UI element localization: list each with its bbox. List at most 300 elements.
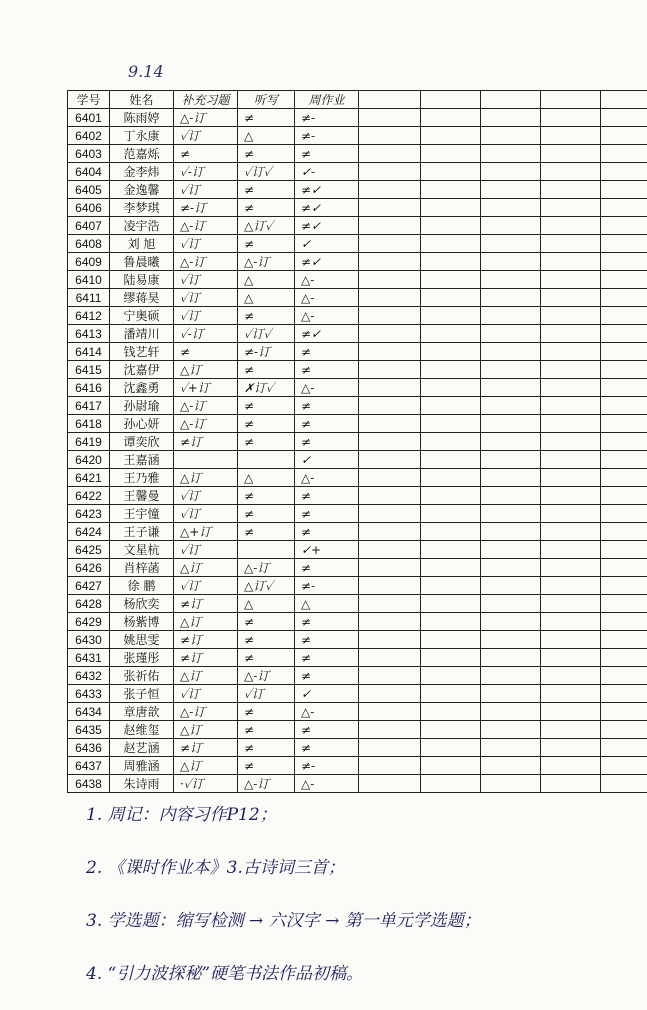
table-row xyxy=(68,361,647,379)
student-id: 6430 xyxy=(68,631,110,649)
student-name: 周雅涵 xyxy=(110,757,174,775)
blank-cell xyxy=(541,649,601,667)
mark-hw2: ≠ xyxy=(238,631,295,649)
mark-hw1: ≠订 xyxy=(174,595,238,613)
blank-cell xyxy=(359,127,421,145)
student-name: 范嘉烁 xyxy=(110,145,174,163)
table-row xyxy=(68,631,647,649)
mark-hw3: ≠ xyxy=(295,613,359,631)
blank-cell xyxy=(359,595,421,613)
blank-cell xyxy=(421,325,481,343)
student-id: 6411 xyxy=(68,289,110,307)
blank-cell xyxy=(421,469,481,487)
table-row xyxy=(68,343,647,361)
mark-hw3: △ xyxy=(295,595,359,613)
student-id: 6422 xyxy=(68,487,110,505)
blank-cell xyxy=(481,595,541,613)
student-id: 6406 xyxy=(68,199,110,217)
blank-cell xyxy=(601,559,647,577)
header-hw3: 周作业 xyxy=(295,91,359,109)
blank-cell xyxy=(481,325,541,343)
blank-cell xyxy=(481,163,541,181)
student-name: 刘 旭 xyxy=(110,235,174,253)
mark-hw1: ≠ xyxy=(174,343,238,361)
student-name: 王馨曼 xyxy=(110,487,174,505)
student-id: 6419 xyxy=(68,433,110,451)
mark-hw3: ≠ xyxy=(295,415,359,433)
student-id: 6405 xyxy=(68,181,110,199)
mark-hw1: ✓订 xyxy=(174,505,238,523)
blank-cell xyxy=(481,613,541,631)
blank-cell xyxy=(421,415,481,433)
blank-cell xyxy=(421,487,481,505)
student-name: 章唐歆 xyxy=(110,703,174,721)
student-name: 赵维玺 xyxy=(110,721,174,739)
blank-cell xyxy=(601,289,647,307)
table-row xyxy=(68,559,647,577)
blank-cell xyxy=(541,199,601,217)
blank-cell xyxy=(481,775,541,793)
blank-cell xyxy=(421,235,481,253)
mark-hw3: ≠- xyxy=(295,109,359,127)
table-row xyxy=(68,253,647,271)
blank-cell xyxy=(421,271,481,289)
table-row xyxy=(68,505,647,523)
mark-hw3: ✓+ xyxy=(295,541,359,559)
blank-cell xyxy=(481,343,541,361)
blank-cell xyxy=(481,181,541,199)
blank-cell xyxy=(359,253,421,271)
blank-cell xyxy=(541,739,601,757)
student-name: 孙心妍 xyxy=(110,415,174,433)
blank-cell xyxy=(359,271,421,289)
mark-hw1: △-订 xyxy=(174,109,238,127)
blank-cell xyxy=(541,397,601,415)
student-name: 宁奥硕 xyxy=(110,307,174,325)
mark-hw2: △ xyxy=(238,271,295,289)
blank-cell xyxy=(541,757,601,775)
mark-hw1: ✓订 xyxy=(174,487,238,505)
mark-hw1: ≠订 xyxy=(174,433,238,451)
mark-hw2 xyxy=(238,541,295,559)
blank-cell xyxy=(541,379,601,397)
student-name: 金李炜 xyxy=(110,163,174,181)
blank-cell xyxy=(481,109,541,127)
blank-cell xyxy=(481,361,541,379)
blank-cell xyxy=(541,109,601,127)
blank-cell xyxy=(481,469,541,487)
header-blank xyxy=(421,91,481,109)
homework-notes xyxy=(86,798,626,1010)
mark-hw3: ≠- xyxy=(295,577,359,595)
mark-hw2: ≠ xyxy=(238,505,295,523)
blank-cell xyxy=(601,127,647,145)
blank-cell xyxy=(601,649,647,667)
blank-cell xyxy=(541,577,601,595)
blank-cell xyxy=(421,253,481,271)
student-name: 孙尉瑜 xyxy=(110,397,174,415)
mark-hw2: ≠ xyxy=(238,307,295,325)
student-name: 鲁晨曦 xyxy=(110,253,174,271)
mark-hw2: ≠-订 xyxy=(238,343,295,361)
blank-cell xyxy=(481,667,541,685)
header-hw1: 补充习题 xyxy=(174,91,238,109)
blank-cell xyxy=(481,721,541,739)
table-row xyxy=(68,667,647,685)
blank-cell xyxy=(481,289,541,307)
blank-cell xyxy=(421,559,481,577)
mark-hw3: ≠ xyxy=(295,631,359,649)
blank-cell xyxy=(359,217,421,235)
table-row xyxy=(68,721,647,739)
blank-cell xyxy=(541,505,601,523)
blank-cell xyxy=(541,685,601,703)
blank-cell xyxy=(359,379,421,397)
blank-cell xyxy=(601,361,647,379)
mark-hw3: △- xyxy=(295,289,359,307)
mark-hw1: △订 xyxy=(174,613,238,631)
blank-cell xyxy=(541,289,601,307)
blank-cell xyxy=(359,289,421,307)
blank-cell xyxy=(421,433,481,451)
mark-hw2: ≠ xyxy=(238,649,295,667)
table-row xyxy=(68,739,647,757)
mark-hw3: ≠✓ xyxy=(295,253,359,271)
mark-hw1: △订 xyxy=(174,469,238,487)
mark-hw3: ≠ xyxy=(295,361,359,379)
mark-hw2: ≠ xyxy=(238,703,295,721)
student-name: 张瑾彤 xyxy=(110,649,174,667)
table-row xyxy=(68,541,647,559)
table-row xyxy=(68,487,647,505)
blank-cell xyxy=(601,181,647,199)
mark-hw2: ≠ xyxy=(238,757,295,775)
blank-cell xyxy=(481,703,541,721)
blank-cell xyxy=(601,667,647,685)
blank-cell xyxy=(481,757,541,775)
mark-hw3: ≠ xyxy=(295,739,359,757)
blank-cell xyxy=(601,685,647,703)
student-id: 6438 xyxy=(68,775,110,793)
blank-cell xyxy=(601,307,647,325)
mark-hw1: ✓+订 xyxy=(174,379,238,397)
blank-cell xyxy=(601,235,647,253)
student-id: 6418 xyxy=(68,415,110,433)
blank-cell xyxy=(481,487,541,505)
mark-hw3: ≠ xyxy=(295,487,359,505)
blank-cell xyxy=(421,181,481,199)
student-name: 朱诗雨 xyxy=(110,775,174,793)
student-name: 陆易康 xyxy=(110,271,174,289)
mark-hw3: ✓ xyxy=(295,451,359,469)
blank-cell xyxy=(481,541,541,559)
mark-hw2: ≠ xyxy=(238,361,295,379)
student-name: 陈雨婷 xyxy=(110,109,174,127)
blank-cell xyxy=(541,523,601,541)
blank-cell xyxy=(421,721,481,739)
header-name: 姓名 xyxy=(110,91,174,109)
mark-hw2: ≠ xyxy=(238,397,295,415)
blank-cell xyxy=(601,397,647,415)
blank-cell xyxy=(601,757,647,775)
student-id: 6437 xyxy=(68,757,110,775)
mark-hw1: ≠订 xyxy=(174,631,238,649)
table-row xyxy=(68,109,647,127)
blank-cell xyxy=(481,433,541,451)
mark-hw2: △ xyxy=(238,469,295,487)
mark-hw2: △ xyxy=(238,289,295,307)
blank-cell xyxy=(481,253,541,271)
blank-cell xyxy=(541,775,601,793)
student-name: 肖梓菡 xyxy=(110,559,174,577)
mark-hw1: △-订 xyxy=(174,415,238,433)
blank-cell xyxy=(601,109,647,127)
student-name: 杨紫博 xyxy=(110,613,174,631)
blank-cell xyxy=(601,379,647,397)
blank-cell xyxy=(601,523,647,541)
blank-cell xyxy=(481,397,541,415)
blank-cell xyxy=(601,451,647,469)
mark-hw1: ✓订 xyxy=(174,541,238,559)
blank-cell xyxy=(359,577,421,595)
blank-cell xyxy=(421,685,481,703)
header-hw2: 听写 xyxy=(238,91,295,109)
header-blank xyxy=(601,91,647,109)
mark-hw3: ≠ xyxy=(295,145,359,163)
table-row xyxy=(68,397,647,415)
mark-hw1 xyxy=(174,451,238,469)
mark-hw1: ✓订 xyxy=(174,181,238,199)
blank-cell xyxy=(541,307,601,325)
blank-cell xyxy=(601,595,647,613)
student-name: 王宇憧 xyxy=(110,505,174,523)
student-name: 赵艺涵 xyxy=(110,739,174,757)
blank-cell xyxy=(359,361,421,379)
mark-hw2: ≠ xyxy=(238,181,295,199)
student-id: 6421 xyxy=(68,469,110,487)
blank-cell xyxy=(421,379,481,397)
mark-hw1: △+订 xyxy=(174,523,238,541)
blank-cell xyxy=(359,667,421,685)
blank-cell xyxy=(359,739,421,757)
blank-cell xyxy=(421,595,481,613)
blank-cell xyxy=(481,649,541,667)
table-row xyxy=(68,523,647,541)
student-id: 6412 xyxy=(68,307,110,325)
blank-cell xyxy=(541,703,601,721)
mark-hw1: ≠订 xyxy=(174,739,238,757)
blank-cell xyxy=(601,217,647,235)
mark-hw3: △- xyxy=(295,469,359,487)
mark-hw1: ✓订 xyxy=(174,289,238,307)
blank-cell xyxy=(359,703,421,721)
blank-cell xyxy=(541,127,601,145)
blank-cell xyxy=(481,577,541,595)
mark-hw2: △ xyxy=(238,127,295,145)
blank-cell xyxy=(421,127,481,145)
mark-hw3: ≠✓ xyxy=(295,325,359,343)
blank-cell xyxy=(421,703,481,721)
table-row xyxy=(68,163,647,181)
student-name: 缪蒋昊 xyxy=(110,289,174,307)
blank-cell xyxy=(601,577,647,595)
blank-cell xyxy=(541,325,601,343)
blank-cell xyxy=(601,145,647,163)
mark-hw1: ✓订 xyxy=(174,235,238,253)
blank-cell xyxy=(541,667,601,685)
blank-cell xyxy=(481,235,541,253)
blank-cell xyxy=(481,631,541,649)
student-id: 6416 xyxy=(68,379,110,397)
student-name: 张子恒 xyxy=(110,685,174,703)
blank-cell xyxy=(481,379,541,397)
mark-hw2: △订✓ xyxy=(238,217,295,235)
mark-hw2: ≠ xyxy=(238,487,295,505)
student-name: 杨欣奕 xyxy=(110,595,174,613)
note-line: 1. 周记：内容习作P12； xyxy=(86,798,626,851)
table-row xyxy=(68,757,647,775)
mark-hw3: ≠- xyxy=(295,127,359,145)
table-row xyxy=(68,415,647,433)
blank-cell xyxy=(601,541,647,559)
table-row xyxy=(68,469,647,487)
mark-hw1: ✓订 xyxy=(174,307,238,325)
mark-hw1: ·✓订 xyxy=(174,775,238,793)
mark-hw2: △-订 xyxy=(238,559,295,577)
header-blank xyxy=(359,91,421,109)
student-id: 6425 xyxy=(68,541,110,559)
student-id: 6413 xyxy=(68,325,110,343)
student-id: 6408 xyxy=(68,235,110,253)
blank-cell xyxy=(541,541,601,559)
student-name: 王子谦 xyxy=(110,523,174,541)
blank-cell xyxy=(359,559,421,577)
blank-cell xyxy=(421,649,481,667)
student-name: 谭奕欣 xyxy=(110,433,174,451)
table-row xyxy=(68,307,647,325)
mark-hw2: △-订 xyxy=(238,667,295,685)
note-line: 2. 《课时作业本》3.古诗词三首； xyxy=(86,851,626,904)
student-id: 6436 xyxy=(68,739,110,757)
blank-cell xyxy=(359,145,421,163)
blank-cell xyxy=(541,469,601,487)
table-row xyxy=(68,199,647,217)
blank-cell xyxy=(359,199,421,217)
student-id: 6401 xyxy=(68,109,110,127)
table-row xyxy=(68,595,647,613)
student-name: 丁永康 xyxy=(110,127,174,145)
date-note: 9.14 xyxy=(128,62,164,81)
table-row xyxy=(68,577,647,595)
blank-cell xyxy=(359,415,421,433)
blank-cell xyxy=(359,469,421,487)
student-id: 6434 xyxy=(68,703,110,721)
mark-hw3: ≠- xyxy=(295,757,359,775)
mark-hw3: ≠ xyxy=(295,649,359,667)
blank-cell xyxy=(601,469,647,487)
blank-cell xyxy=(421,631,481,649)
blank-cell xyxy=(481,451,541,469)
blank-cell xyxy=(541,451,601,469)
mark-hw2: ≠ xyxy=(238,199,295,217)
blank-cell xyxy=(601,739,647,757)
blank-cell xyxy=(421,613,481,631)
blank-cell xyxy=(359,685,421,703)
student-id: 6414 xyxy=(68,343,110,361)
mark-hw3: ≠✓ xyxy=(295,199,359,217)
mark-hw3: ≠ xyxy=(295,523,359,541)
blank-cell xyxy=(421,343,481,361)
blank-cell xyxy=(481,685,541,703)
blank-cell xyxy=(359,487,421,505)
student-name: 金逸馨 xyxy=(110,181,174,199)
student-id: 6415 xyxy=(68,361,110,379)
mark-hw2: ≠ xyxy=(238,721,295,739)
blank-cell xyxy=(421,199,481,217)
blank-cell xyxy=(541,433,601,451)
blank-cell xyxy=(359,775,421,793)
blank-cell xyxy=(541,253,601,271)
blank-cell xyxy=(541,343,601,361)
mark-hw3: △- xyxy=(295,307,359,325)
mark-hw1: ✓-订 xyxy=(174,163,238,181)
mark-hw3: ≠✓ xyxy=(295,181,359,199)
mark-hw2: ≠ xyxy=(238,433,295,451)
mark-hw1: △订 xyxy=(174,757,238,775)
blank-cell xyxy=(601,613,647,631)
blank-cell xyxy=(359,325,421,343)
blank-cell xyxy=(481,127,541,145)
blank-cell xyxy=(359,613,421,631)
student-name: 徐 鹏 xyxy=(110,577,174,595)
student-id: 6417 xyxy=(68,397,110,415)
table-row xyxy=(68,217,647,235)
blank-cell xyxy=(541,631,601,649)
mark-hw2: △-订 xyxy=(238,775,295,793)
mark-hw1: △-订 xyxy=(174,397,238,415)
blank-cell xyxy=(481,739,541,757)
blank-cell xyxy=(601,631,647,649)
student-id: 6409 xyxy=(68,253,110,271)
mark-hw2: ≠ xyxy=(238,109,295,127)
mark-hw2: △-订 xyxy=(238,253,295,271)
blank-cell xyxy=(541,217,601,235)
blank-cell xyxy=(601,343,647,361)
mark-hw3: ≠✓ xyxy=(295,217,359,235)
student-name: 钱艺轩 xyxy=(110,343,174,361)
blank-cell xyxy=(359,307,421,325)
student-id: 6402 xyxy=(68,127,110,145)
table-row xyxy=(68,775,647,793)
mark-hw3: ≠ xyxy=(295,559,359,577)
blank-cell xyxy=(359,433,421,451)
blank-cell xyxy=(541,721,601,739)
blank-cell xyxy=(481,199,541,217)
mark-hw1: △订 xyxy=(174,559,238,577)
blank-cell xyxy=(421,451,481,469)
student-id: 6407 xyxy=(68,217,110,235)
student-id: 6420 xyxy=(68,451,110,469)
blank-cell xyxy=(541,271,601,289)
blank-cell xyxy=(481,145,541,163)
mark-hw2: ≠ xyxy=(238,145,295,163)
blank-cell xyxy=(421,739,481,757)
blank-cell xyxy=(359,649,421,667)
mark-hw1: △-订 xyxy=(174,703,238,721)
blank-cell xyxy=(541,361,601,379)
student-id: 6423 xyxy=(68,505,110,523)
blank-cell xyxy=(481,559,541,577)
